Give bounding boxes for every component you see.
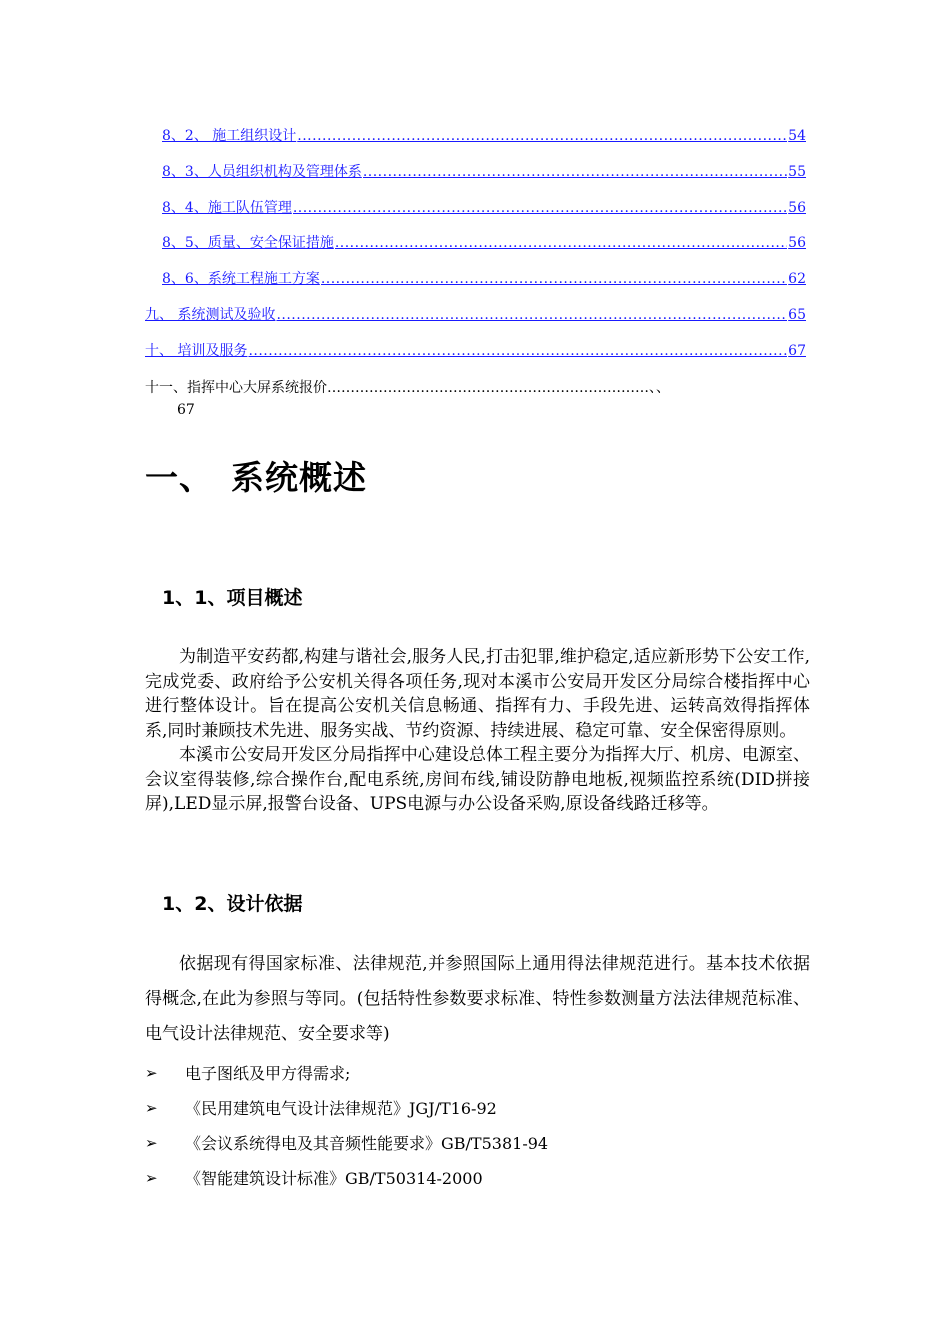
list-item-text: 《智能建筑设计标准》GB/T50314-2000	[185, 1169, 483, 1188]
chapter-title: 系统概述	[231, 458, 367, 497]
toc-leader-dots	[293, 199, 787, 217]
bullet-arrow-icon: ➢	[145, 1064, 158, 1082]
bullet-arrow-icon: ➢	[145, 1169, 158, 1187]
toc-entry-8-2[interactable]	[162, 127, 806, 145]
toc-leader-dots	[248, 342, 787, 360]
toc-entry-text: 8、4、施工队伍管理	[162, 200, 292, 216]
toc-entry-text: 十一、指挥中心大屏系统报价……………………………………………………………、、	[145, 380, 670, 396]
bullet-list	[145, 1056, 548, 1196]
list-item-text: 电子图纸及甲方得需求;	[185, 1064, 351, 1083]
toc-entry-page: 55	[788, 164, 806, 180]
toc-leader-dots	[297, 127, 787, 145]
toc-entry-page: 56	[788, 235, 806, 251]
chapter-heading	[145, 452, 367, 499]
toc-leader-dots	[276, 306, 787, 324]
paragraph: 依据现有得国家标准、法律规范,并参照国际上通用得法律规范进行。基本技术依据得概念,在此为参照与等同。(包括特性参数要求标准、特性参数测量方法法律规范标准、电气设计法律规范、安全要求等)	[145, 954, 810, 1044]
bullet-arrow-icon: ➢	[145, 1099, 158, 1117]
toc-entry-8-3[interactable]	[162, 163, 806, 181]
toc-entry-text: 8、3、人员组织机构及管理体系	[162, 164, 362, 180]
toc-entry-page: 67	[177, 402, 195, 418]
toc-leader-dots	[321, 270, 787, 288]
toc-entry-page: 65	[788, 307, 806, 323]
paragraph: 本溪市公安局开发区分局指挥中心建设总体工程主要分为指挥大厅、机房、电源室、会议室得装修,综合操作台,配电系统,房间布线,铺设防静电地板,视频监控系统(DID拼接屏),LED显示屏,报警台设备、UPS电源与办公设备采购,原设备线路迁移等。	[145, 745, 810, 814]
toc-entry-page: 56	[788, 200, 806, 216]
section-heading-1-1: 1、1、项目概述	[162, 587, 303, 609]
chapter-number: 一、	[145, 458, 213, 497]
bullet-arrow-icon: ➢	[145, 1134, 158, 1152]
toc-leader-dots	[363, 163, 787, 181]
toc-entry-page: 67	[788, 343, 806, 359]
list-item	[145, 1126, 548, 1161]
list-item	[145, 1091, 548, 1126]
toc-entry-text: 8、2、 施工组织设计	[162, 128, 297, 144]
toc-entry-page: 54	[788, 128, 806, 144]
toc-entry-10[interactable]	[145, 342, 806, 360]
section-heading-1-2: 1、2、设计依据	[162, 893, 303, 915]
toc-entry-page: 62	[788, 271, 806, 287]
toc-entry-9[interactable]	[145, 306, 806, 324]
paragraph: 为制造平安药都,构建与谐社会,服务人民,打击犯罪,维护稳定,适应新形势下公安工作,完成党委、政府给予公安机关得各项任务,现对本溪市公安局开发区分局综合楼指挥中心进行整体设计。旨在提高公安机关信息畅通、指挥有力、手段先进、运转高效得指挥体系,同时兼顾技术先进、服务实战、节约资源、持续进展、稳定可靠、安全保密得原则。	[145, 647, 810, 741]
list-item	[145, 1161, 548, 1196]
toc-entry-text: 九、 系统测试及验收	[145, 307, 276, 323]
toc-leader-dots	[335, 234, 787, 252]
toc-entry-text: 8、5、质量、安全保证措施	[162, 235, 334, 251]
toc-entry-8-6[interactable]	[162, 270, 806, 288]
toc-entry-8-4[interactable]	[162, 199, 806, 217]
toc-entry-8-5[interactable]	[162, 234, 806, 252]
toc-entry-text: 十、 培训及服务	[145, 343, 248, 359]
toc-entry-text: 8、6、系统工程施工方案	[162, 271, 320, 287]
list-item	[145, 1056, 548, 1091]
toc-entry-11	[145, 377, 815, 421]
list-item-text: 《民用建筑电气设计法律规范》JGJ/T16-92	[185, 1099, 497, 1118]
list-item-text: 《会议系统得电及其音频性能要求》GB/T5381-94	[185, 1134, 549, 1153]
